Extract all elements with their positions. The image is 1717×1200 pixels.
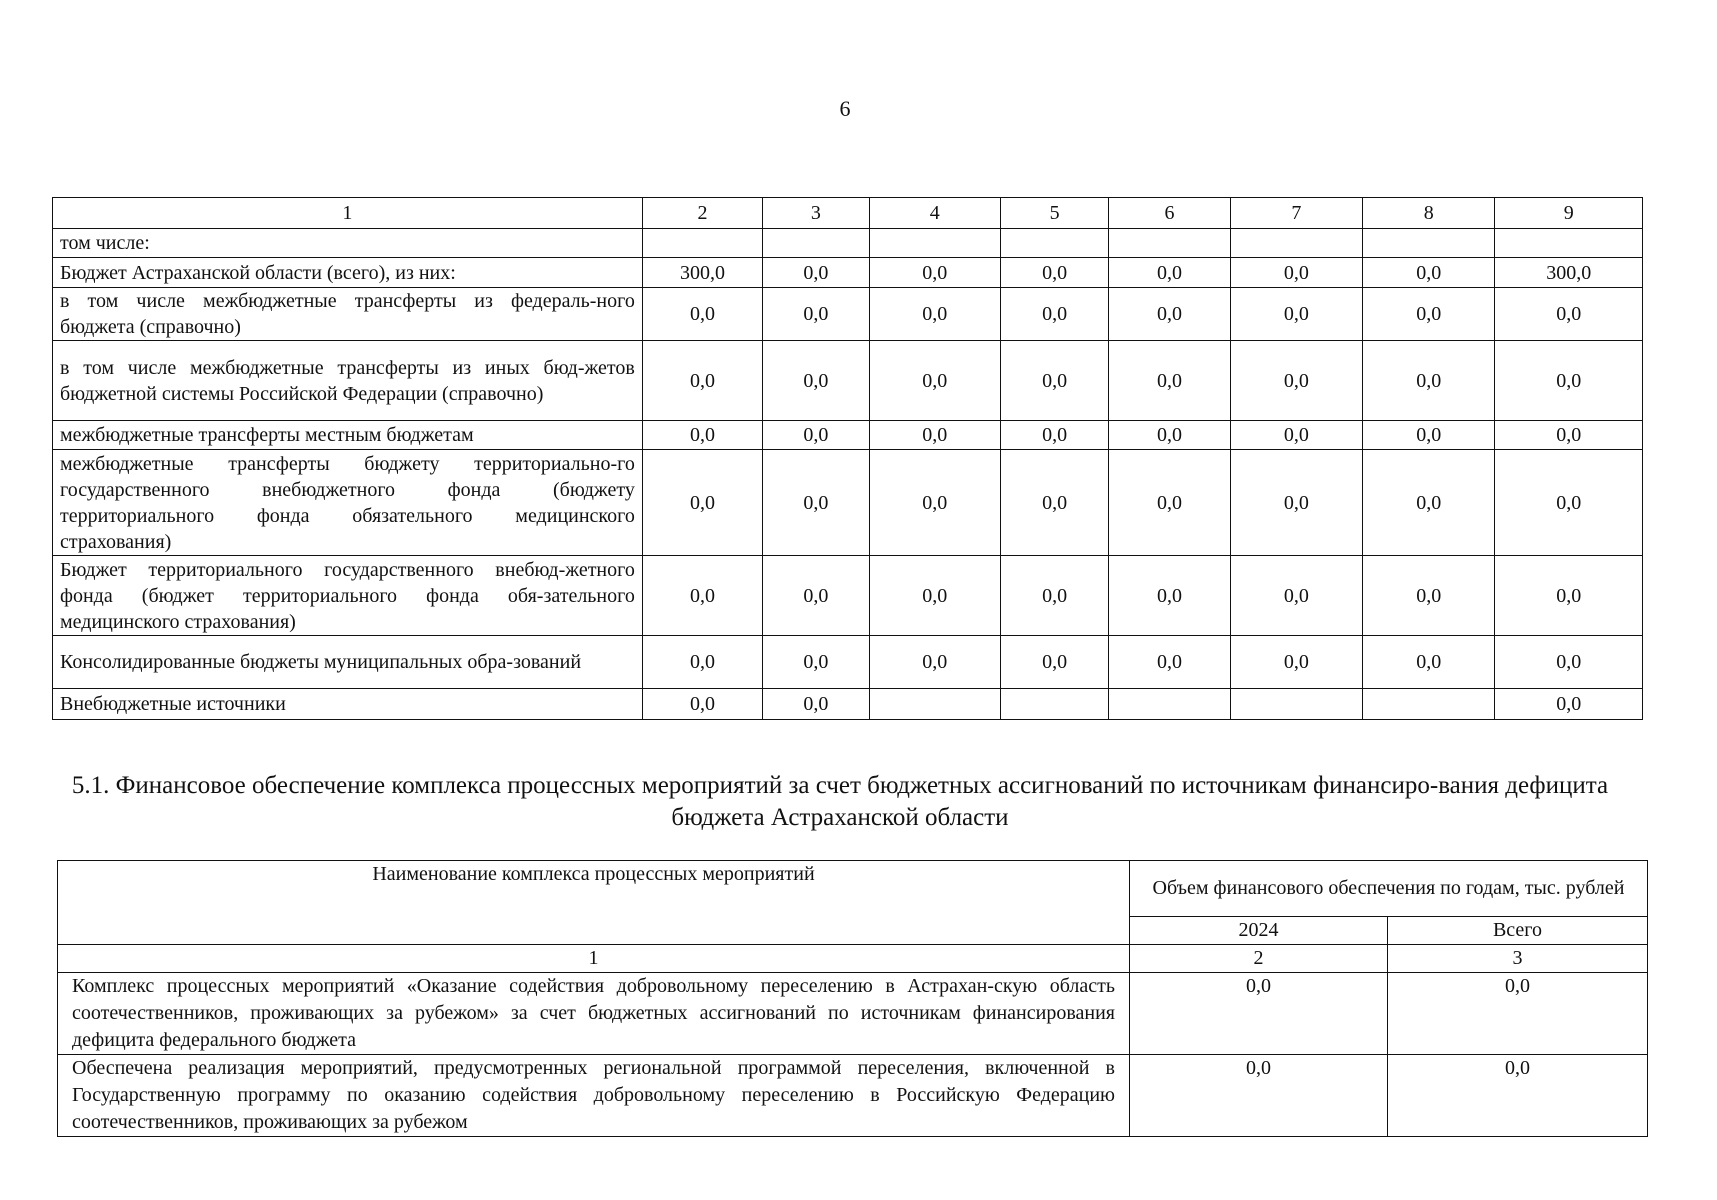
value-cell: 0,0 [763, 636, 869, 689]
column-number-header: 8 [1363, 198, 1495, 229]
value-cell: 0,0 [869, 450, 1000, 556]
table-row [53, 229, 1643, 258]
table-row [53, 258, 1643, 288]
row-label: Бюджет территориального государственного внебюд-жетного фонда (бюджет территориального фонда обя-зательного медицинского страхования) [53, 556, 643, 636]
row-label: в том числе межбюджетные трансферты из федераль-ного бюджета (справочно) [53, 288, 643, 341]
value-cell [1363, 689, 1495, 720]
value-cell: 0,0 [763, 421, 869, 450]
value-cell: 0,0 [869, 421, 1000, 450]
column-number-header: 1 [53, 198, 643, 229]
total-value-cell: 0,0 [1388, 973, 1648, 1055]
activity-name-cell: Комплекс процессных мероприятий «Оказание содействия добровольному переселению в Астрахан-скую область соотечественников, проживающих за рубежом» за счет бюджетных ассигнований по источникам финансирования дефицита федерального бюджета [58, 973, 1130, 1055]
value-cell: 0,0 [763, 341, 869, 421]
year-value-cell: 0,0 [1130, 1055, 1388, 1137]
total-header: Всего [1388, 917, 1648, 945]
value-cell: 0,0 [1363, 636, 1495, 689]
value-cell: 0,0 [1000, 636, 1108, 689]
value-cell: 0,0 [642, 341, 762, 421]
value-cell: 0,0 [1230, 556, 1362, 636]
value-cell: 0,0 [1109, 450, 1230, 556]
value-cell [1495, 229, 1643, 258]
column-number-header: 7 [1230, 198, 1362, 229]
value-cell [1230, 229, 1362, 258]
table-row [53, 556, 1643, 636]
year-value-cell: 0,0 [1130, 973, 1388, 1055]
column-number-2: 2 [1130, 945, 1388, 973]
value-cell: 0,0 [1363, 258, 1495, 288]
value-cell: 0,0 [763, 258, 869, 288]
value-cell: 0,0 [1363, 421, 1495, 450]
value-cell: 0,0 [1495, 421, 1643, 450]
value-cell: 0,0 [1495, 288, 1643, 341]
value-cell: 0,0 [1000, 450, 1108, 556]
column-number-3: 3 [1388, 945, 1648, 973]
value-cell: 0,0 [1363, 450, 1495, 556]
column-number-header: 6 [1109, 198, 1230, 229]
value-cell [1109, 689, 1230, 720]
table-row [53, 288, 1643, 341]
value-cell: 0,0 [1495, 556, 1643, 636]
value-cell: 0,0 [763, 689, 869, 720]
value-cell: 0,0 [763, 556, 869, 636]
column-number-header: 2 [642, 198, 762, 229]
value-cell: 0,0 [1363, 556, 1495, 636]
funding-sources-table-body [53, 198, 1643, 720]
table-row [53, 341, 1643, 421]
value-cell: 0,0 [1000, 421, 1108, 450]
column-number-header: 4 [869, 198, 1000, 229]
value-cell: 0,0 [1000, 258, 1108, 288]
total-value-cell: 0,0 [1388, 1055, 1648, 1137]
value-cell: 0,0 [642, 288, 762, 341]
value-cell [1000, 229, 1108, 258]
value-cell: 0,0 [642, 450, 762, 556]
table-row [53, 421, 1643, 450]
value-cell: 300,0 [1495, 258, 1643, 288]
row-label: Бюджет Астраханской области (всего), из них: [53, 258, 643, 288]
value-cell [869, 689, 1000, 720]
value-cell: 0,0 [642, 636, 762, 689]
value-cell: 0,0 [869, 341, 1000, 421]
table-row [53, 450, 1643, 556]
value-cell [1109, 229, 1230, 258]
value-cell: 0,0 [642, 689, 762, 720]
value-cell [1000, 689, 1108, 720]
value-cell: 0,0 [1230, 450, 1362, 556]
value-cell: 0,0 [1109, 421, 1230, 450]
value-cell: 0,0 [763, 288, 869, 341]
value-cell: 0,0 [1495, 450, 1643, 556]
section-title: 5.1. Финансовое обеспечение комплекса процессных мероприятий за счет бюджетных ассигнований по источникам финансиро-вания дефицита бюджета Астраханской области [71, 772, 1609, 831]
value-cell: 0,0 [1230, 421, 1362, 450]
table-row [58, 973, 1648, 1055]
year-header: 2024 [1130, 917, 1388, 945]
value-cell: 0,0 [1230, 288, 1362, 341]
row-label: том числе: [53, 229, 643, 258]
value-cell: 0,0 [1230, 341, 1362, 421]
value-cell [642, 229, 762, 258]
value-cell: 0,0 [1109, 556, 1230, 636]
row-label: межбюджетные трансферты бюджету территориально-го государственного внебюджетного фонда (бюджету территориального фонда обязательного медицинского страхования) [53, 450, 643, 556]
column-number-header: 9 [1495, 198, 1643, 229]
row-label: в том числе межбюджетные трансферты из иных бюд-жетов бюджетной системы Российской Федерации (справочно) [53, 341, 643, 421]
value-cell [869, 229, 1000, 258]
value-cell: 0,0 [1000, 556, 1108, 636]
row-label: межбюджетные трансферты местным бюджетам [53, 421, 643, 450]
value-cell [1363, 229, 1495, 258]
value-cell: 0,0 [869, 258, 1000, 288]
value-cell: 0,0 [1109, 341, 1230, 421]
value-cell: 0,0 [869, 556, 1000, 636]
process-activities-table [57, 860, 1648, 1137]
activity-name-cell: Обеспечена реализация мероприятий, предусмотренных региональной программой переселения, включенной в Государственную программу по оказанию содействия добровольному переселению в Российскую Федерацию соотечественников, проживающих за рубежом [58, 1055, 1130, 1137]
funding-sources-table [52, 197, 1643, 720]
value-cell: 0,0 [642, 421, 762, 450]
value-cell: 0,0 [763, 450, 869, 556]
page-number: 6 [839, 96, 851, 121]
value-cell: 0,0 [1000, 288, 1108, 341]
table-row [53, 636, 1643, 689]
row-label: Консолидированные бюджеты муниципальных обра-зований [53, 636, 643, 689]
value-cell: 0,0 [1363, 341, 1495, 421]
value-cell [1230, 689, 1362, 720]
value-cell: 0,0 [1109, 258, 1230, 288]
value-cell: 0,0 [1000, 341, 1108, 421]
value-cell: 0,0 [642, 556, 762, 636]
row-label: Внебюджетные источники [53, 689, 643, 720]
value-cell: 0,0 [1230, 258, 1362, 288]
value-cell [763, 229, 869, 258]
column-number-header: 3 [763, 198, 869, 229]
table-row [53, 689, 1643, 720]
value-cell: 0,0 [1495, 689, 1643, 720]
value-cell: 0,0 [1230, 636, 1362, 689]
value-cell: 300,0 [642, 258, 762, 288]
value-cell: 0,0 [869, 288, 1000, 341]
value-cell: 0,0 [1109, 288, 1230, 341]
table-row [58, 1055, 1648, 1137]
funding-volume-header: Объем финансового обеспечения по годам, тыс. рублей [1130, 861, 1648, 917]
column-number-1: 1 [58, 945, 1130, 973]
column-number-row [53, 198, 1643, 229]
value-cell: 0,0 [1495, 341, 1643, 421]
value-cell: 0,0 [1109, 636, 1230, 689]
value-cell: 0,0 [1495, 636, 1643, 689]
value-cell: 0,0 [1363, 288, 1495, 341]
column-number-header: 5 [1000, 198, 1108, 229]
activity-name-header: Наименование комплекса процессных мероприятий [58, 861, 1130, 945]
value-cell: 0,0 [869, 636, 1000, 689]
